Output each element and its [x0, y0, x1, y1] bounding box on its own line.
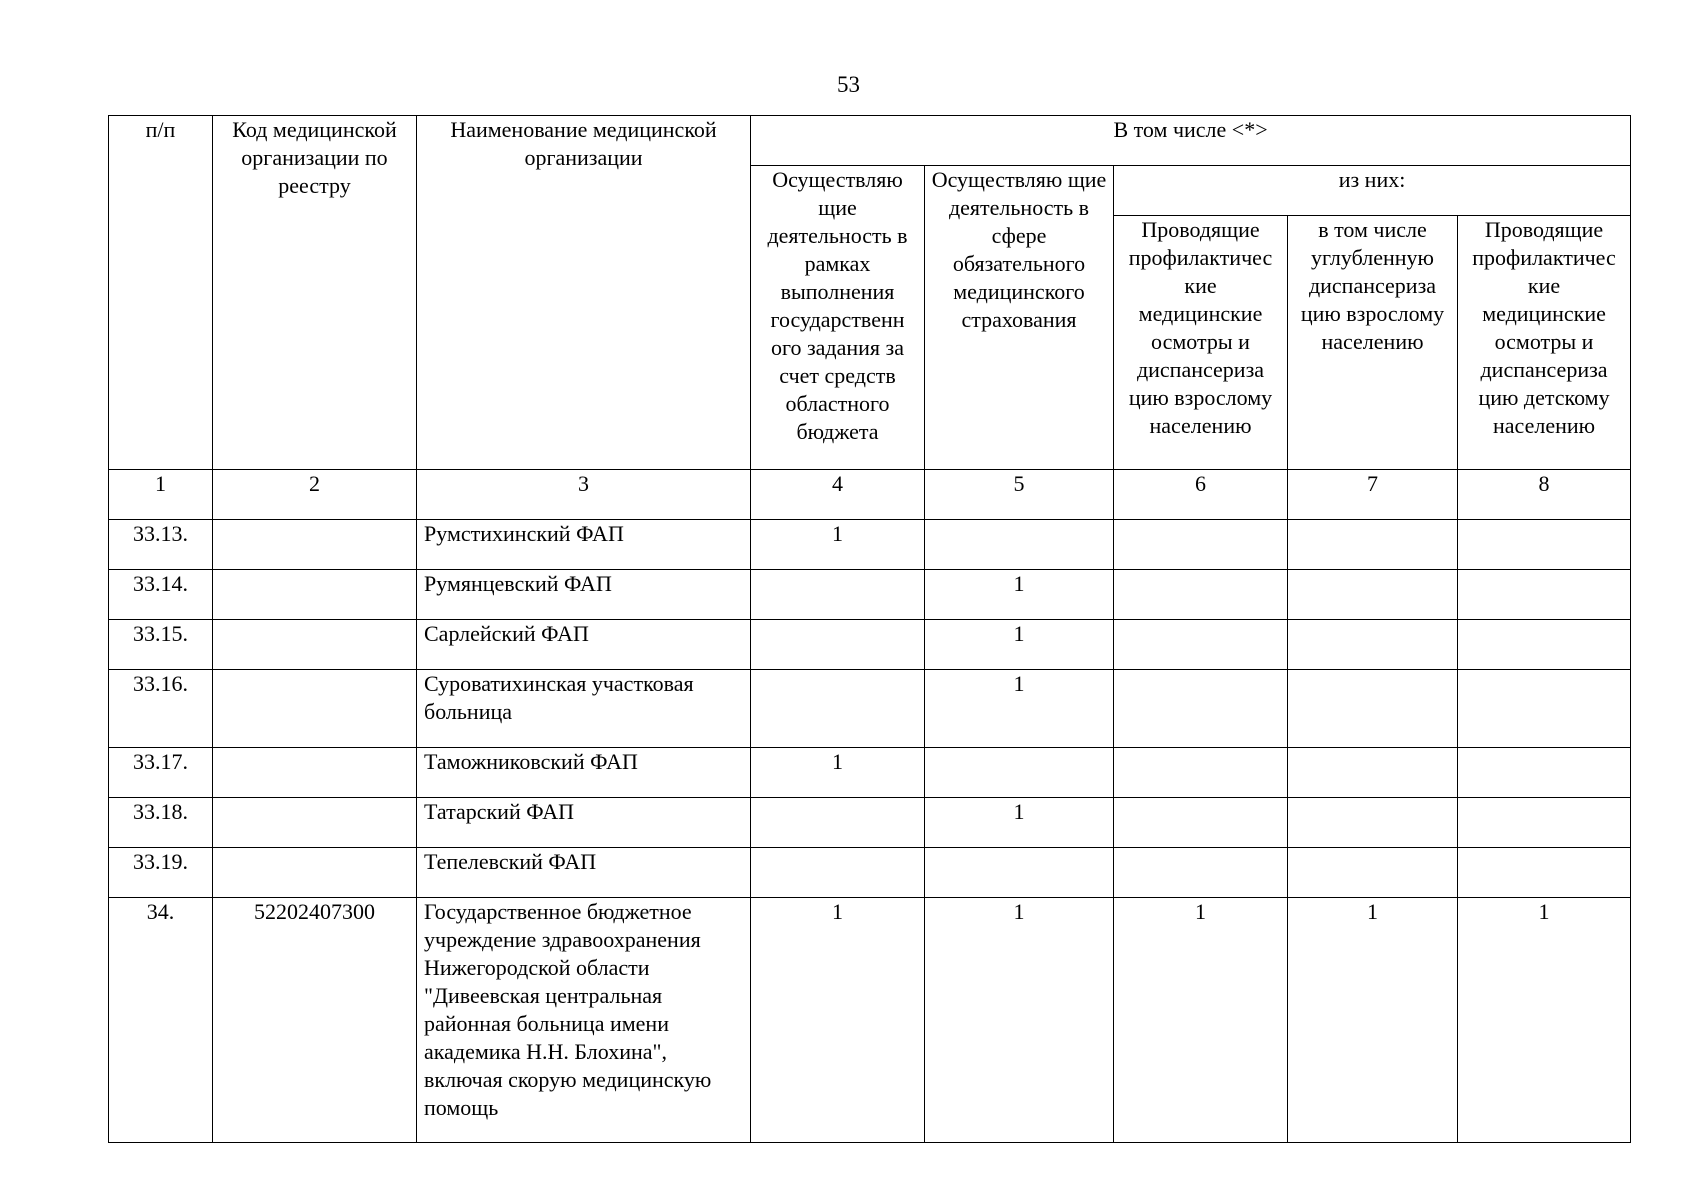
row-prof-child [1458, 520, 1631, 570]
row-number: 33.16. [109, 670, 213, 748]
row-code [213, 748, 417, 798]
row-code [213, 620, 417, 670]
table-row [109, 848, 1631, 898]
row-org-name: Румянцевский ФАП [417, 570, 751, 620]
column-number: 6 [1114, 470, 1288, 520]
row-code: 52202407300 [213, 898, 417, 1143]
page-number: 53 [837, 72, 860, 97]
row-state-task: 1 [751, 898, 925, 1143]
column-number-row [109, 470, 1631, 520]
row-org-name: Суроватихинская участковая больница [417, 670, 751, 748]
column-number: 5 [925, 470, 1114, 520]
row-code [213, 670, 417, 748]
column-number: 7 [1288, 470, 1458, 520]
header-prof-child: Проводящие профилактичес кие медицинские осмотры и диспансериза цию детскому населению [1458, 216, 1631, 470]
row-prof-adult [1114, 798, 1288, 848]
table-row [109, 670, 1631, 748]
column-number: 8 [1458, 470, 1631, 520]
header-row-main [109, 116, 1631, 166]
row-prof-child [1458, 748, 1631, 798]
row-oms: 1 [925, 898, 1114, 1143]
row-prof-child [1458, 570, 1631, 620]
row-prof-child [1458, 848, 1631, 898]
table-row [109, 620, 1631, 670]
row-code [213, 520, 417, 570]
header-name: Наименование медицинской организации [417, 116, 751, 470]
row-number: 33.14. [109, 570, 213, 620]
row-state-task [751, 620, 925, 670]
header-deep-adult: в том числе углубленную диспансериза цию взрослому населению [1288, 216, 1458, 470]
row-prof-adult [1114, 848, 1288, 898]
row-prof-adult [1114, 670, 1288, 748]
row-oms [925, 748, 1114, 798]
row-prof-child [1458, 670, 1631, 748]
row-org-name: Государственное бюджетное учреждение здравоохранения Нижегородской области "Дивеевская центральная районная больница имени академика Н.Н. Блохина", включая скорую медицинскую помощь [417, 898, 751, 1143]
row-state-task [751, 670, 925, 748]
row-oms: 1 [925, 620, 1114, 670]
header-prof-adult: Проводящие профилактичес кие медицинские осмотры и диспансериза цию взрослому населению [1114, 216, 1288, 470]
row-prof-adult [1114, 748, 1288, 798]
row-state-task: 1 [751, 748, 925, 798]
row-code [213, 798, 417, 848]
row-state-task [751, 798, 925, 848]
row-prof-child: 1 [1458, 898, 1631, 1143]
row-org-name: Таможниковский ФАП [417, 748, 751, 798]
row-state-task: 1 [751, 520, 925, 570]
column-number: 4 [751, 470, 925, 520]
row-prof-adult [1114, 620, 1288, 670]
row-number: 33.15. [109, 620, 213, 670]
row-prof-adult [1114, 520, 1288, 570]
table-row [109, 898, 1631, 1143]
header-state-task: Осуществляю щие деятельность в рамках выполнения государственн ого задания за счет средств областного бюджета [751, 166, 925, 470]
row-oms: 1 [925, 798, 1114, 848]
medical-organizations-table [108, 115, 1631, 1143]
row-number: 33.17. [109, 748, 213, 798]
row-deep-adult: 1 [1288, 898, 1458, 1143]
row-code [213, 570, 417, 620]
row-deep-adult [1288, 848, 1458, 898]
row-number: 33.19. [109, 848, 213, 898]
column-number: 3 [417, 470, 751, 520]
row-deep-adult [1288, 748, 1458, 798]
table-row [109, 570, 1631, 620]
row-number: 34. [109, 898, 213, 1143]
header-code: Код медицинской организации по реестру [213, 116, 417, 470]
row-state-task [751, 848, 925, 898]
row-prof-adult [1114, 570, 1288, 620]
row-org-name: Румстихинский ФАП [417, 520, 751, 570]
column-number: 2 [213, 470, 417, 520]
header-pp: п/п [109, 116, 213, 470]
header-oms: Осуществляю щие деятельность в сфере обязательного медицинского страхования [925, 166, 1114, 470]
row-oms [925, 520, 1114, 570]
row-oms [925, 848, 1114, 898]
row-prof-adult: 1 [1114, 898, 1288, 1143]
row-org-name: Тепелевский ФАП [417, 848, 751, 898]
row-prof-child [1458, 620, 1631, 670]
row-deep-adult [1288, 570, 1458, 620]
row-deep-adult [1288, 520, 1458, 570]
row-number: 33.13. [109, 520, 213, 570]
table-row [109, 520, 1631, 570]
row-deep-adult [1288, 670, 1458, 748]
row-prof-child [1458, 798, 1631, 848]
header-including-group: В том числе <*> [751, 116, 1631, 166]
row-oms: 1 [925, 570, 1114, 620]
row-state-task [751, 570, 925, 620]
column-number: 1 [109, 470, 213, 520]
table-row [109, 748, 1631, 798]
row-oms: 1 [925, 670, 1114, 748]
row-org-name: Сарлейский ФАП [417, 620, 751, 670]
row-deep-adult [1288, 798, 1458, 848]
row-deep-adult [1288, 620, 1458, 670]
table-row [109, 798, 1631, 848]
row-code [213, 848, 417, 898]
header-of-them-group: из них: [1114, 166, 1631, 216]
row-org-name: Татарский ФАП [417, 798, 751, 848]
row-number: 33.18. [109, 798, 213, 848]
